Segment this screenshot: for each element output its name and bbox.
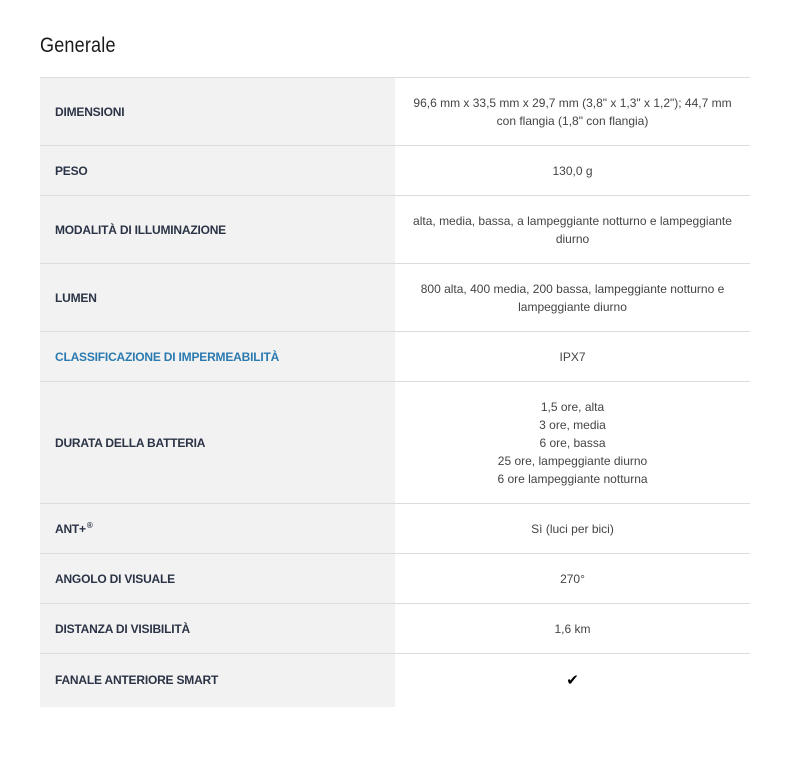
spec-label: DURATA DELLA BATTERIA bbox=[40, 382, 395, 504]
spec-row-durata-batteria bbox=[40, 382, 750, 504]
spec-row-ant bbox=[40, 504, 750, 554]
spec-value bbox=[395, 382, 750, 504]
spec-label: MODALITÀ DI ILLUMINAZIONE bbox=[40, 196, 395, 264]
spec-row-lumen bbox=[40, 264, 750, 332]
spec-row-peso bbox=[40, 146, 750, 196]
spec-value bbox=[395, 654, 750, 707]
spec-label: PESO bbox=[40, 146, 395, 196]
spec-value-line: 6 ore lampeggiante notturna bbox=[497, 471, 648, 486]
spec-value-line: 6 ore, bassa bbox=[539, 435, 606, 450]
registered-mark: ® bbox=[86, 521, 93, 530]
spec-value-line: 800 alta, 400 media, 200 bassa, lampeggiante notturno e bbox=[420, 281, 725, 296]
spec-label: DISTANZA DI VISIBILITÀ bbox=[40, 604, 395, 654]
spec-value bbox=[395, 264, 750, 332]
spec-row-angolo-visuale bbox=[40, 554, 750, 604]
spec-value-line: IPX7 bbox=[559, 349, 586, 364]
spec-value bbox=[395, 146, 750, 196]
spec-label-link[interactable]: CLASSIFICAZIONE DI IMPERMEABILITÀ bbox=[40, 332, 395, 382]
spec-value bbox=[395, 78, 750, 146]
spec-label: DIMENSIONI bbox=[40, 78, 395, 146]
spec-label: ANGOLO DI VISUALE bbox=[40, 554, 395, 604]
spec-value bbox=[395, 504, 750, 554]
spec-value bbox=[395, 196, 750, 264]
spec-label: FANALE ANTERIORE SMART bbox=[40, 654, 395, 707]
spec-value-line: 1,5 ore, alta bbox=[540, 399, 605, 414]
spec-value-line: diurno bbox=[555, 231, 590, 246]
spec-value-line: Sì (luci per bici) bbox=[531, 521, 614, 536]
spec-value-line: alta, media, bassa, a lampeggiante notturno e lampeggiante bbox=[413, 213, 732, 228]
spec-value-line: 25 ore, lampeggiante diurno bbox=[497, 453, 648, 468]
spec-value-line: 130,0 g bbox=[552, 163, 593, 178]
spec-table bbox=[40, 77, 750, 707]
spec-row-fanale-smart bbox=[40, 654, 750, 707]
spec-label bbox=[40, 504, 395, 554]
spec-value-line: 96,6 mm x 33,5 mm x 29,7 mm (3,8" x 1,3" x 1,2"); 44,7 mm bbox=[413, 95, 732, 110]
spec-row-dimensioni bbox=[40, 78, 750, 146]
spec-value-line: 3 ore, media bbox=[539, 417, 606, 432]
checkmark-icon: ✔ bbox=[566, 670, 579, 689]
section-title: Generale bbox=[40, 34, 116, 57]
spec-label-text: ANT+ bbox=[55, 522, 86, 536]
spec-value-line: 270° bbox=[560, 571, 585, 586]
spec-value bbox=[395, 554, 750, 604]
spec-row-impermeabilita bbox=[40, 332, 750, 382]
spec-row-distanza-visibilita bbox=[40, 604, 750, 654]
spec-label: LUMEN bbox=[40, 264, 395, 332]
spec-row-modalita-illuminazione bbox=[40, 196, 750, 264]
spec-value-line: lampeggiante diurno bbox=[518, 299, 627, 314]
spec-value bbox=[395, 604, 750, 654]
spec-value-line: 1,6 km bbox=[554, 621, 591, 636]
spec-value-line: con flangia (1,8" con flangia) bbox=[496, 113, 649, 128]
spec-value bbox=[395, 332, 750, 382]
